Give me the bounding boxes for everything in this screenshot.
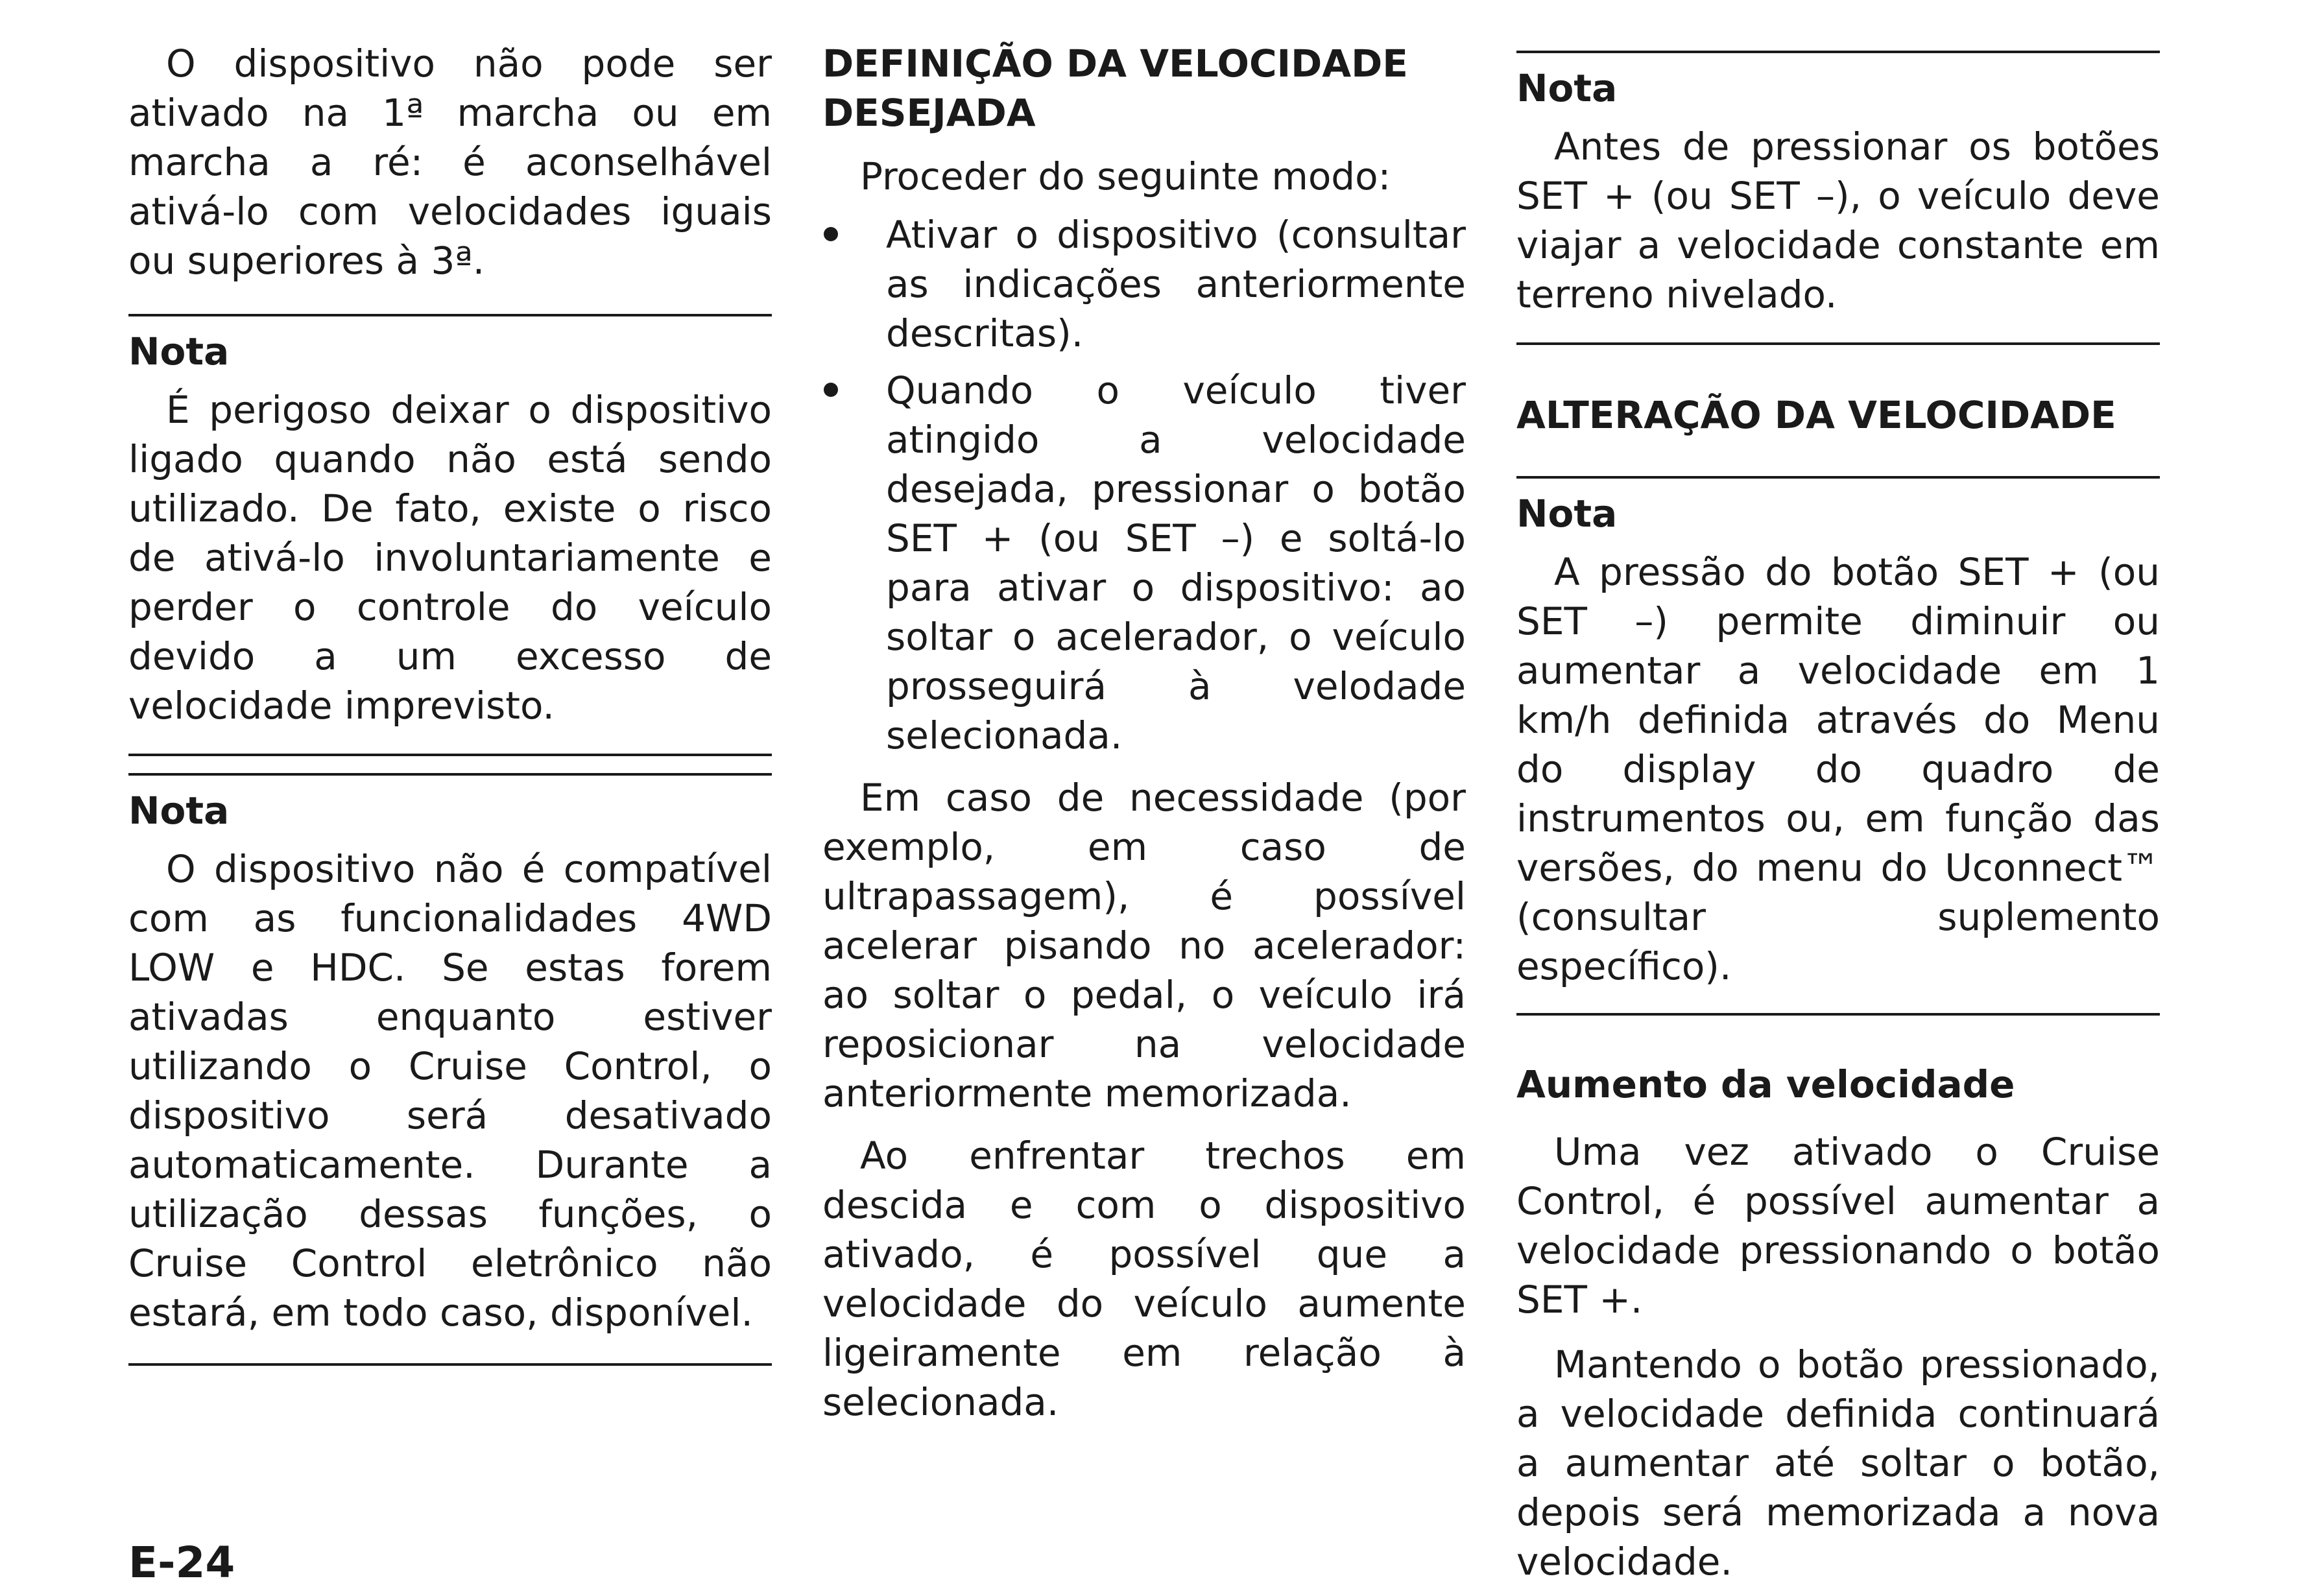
column-3 (1516, 39, 2160, 1586)
note-text: É perigoso deixar o dispositivo ligado quando não está sendo utilizado. De fato, existe o risco de ativá-lo involuntariamente e perder o controle do veículo devido a um excesso de velocidade imprevisto. (128, 388, 772, 728)
list-item (822, 366, 1466, 760)
section-heading: ALTERAÇÃO DA VELOCIDADE (1516, 393, 2116, 437)
divider (128, 314, 772, 316)
bullet-icon (824, 383, 838, 397)
note-label: Nota (1516, 492, 1618, 536)
note-label: Nota (1516, 66, 1618, 110)
note-text: Antes de pressionar os botões SET + (ou SET –), o veículo deve viajar a velocidade constante em terreno nivelado. (1516, 125, 2160, 316)
column-2 (822, 39, 1466, 1427)
divider (128, 754, 772, 756)
bullet-icon (824, 227, 838, 241)
divider (128, 1363, 772, 1366)
intro-paragraph: O dispositivo não pode ser ativado na 1ª marcha ou em marcha a ré: é aconselhável ativá-lo com velocidades iguais ou superiores à 3ª. (128, 42, 772, 283)
note-label: Nota (128, 329, 230, 374)
body-paragraph: Ao enfrentar trechos em descida e com o dispositivo ativado, é possível que a velocidade do veículo aumente ligeiramente em relação à selecionada. (822, 1134, 1466, 1424)
page-number: E-24 (128, 1538, 235, 1588)
divider (1516, 476, 2160, 479)
list-item-text: Quando o veículo tiver atingido a velocidade desejada, pressionar o botão SET + (ou SET –) e soltá-lo para ativar o dispositivo: ao soltar o acelerador, o veículo prosseguirá à velodade selecionada. (886, 368, 1466, 757)
body-paragraph: Em caso de necessidade (por exemplo, em caso de ultrapassagem), é possível acelerar pisando no acelerador: ao soltar o pedal, o veículo irá reposicionar na velocidade anteriormente memorizada. (822, 776, 1466, 1115)
bullet-list (822, 210, 1466, 760)
divider (1516, 51, 2160, 53)
lead-paragraph: Proceder do seguinte modo: (860, 154, 1391, 198)
divider (128, 773, 772, 776)
list-item (822, 210, 1466, 358)
note-text: A pressão do botão SET + (ou SET –) permite diminuir ou aumentar a velocidade em 1 km/h definida através do Menu do display do quadro de instrumentos ou, em função das versões, do menu do Uconnect™ (consultar suplemento específico). (1516, 550, 2160, 988)
section-heading: DEFINIÇÃO DA VELOCIDADE DESEJADA (822, 42, 1408, 135)
list-item-text: Ativar o dispositivo (consultar as indicações anteriormente descritas). (886, 213, 1466, 355)
divider (1516, 1013, 2160, 1016)
note-text: O dispositivo não é compatível com as funcionalidades 4WD LOW e HDC. Se estas forem ativadas enquanto estiver utilizando o Cruise Control, o dispositivo será desativado automaticamente. Durante a utilização dessas funções, o Cruise Control eletrônico não estará, em todo caso, disponível. (128, 847, 772, 1335)
body-paragraph: Uma vez ativado o Cruise Control, é possível aumentar a velocidade pressionando o botão SET +. (1516, 1130, 2160, 1322)
note-label: Nota (128, 789, 230, 833)
subsection-heading: Aumento da velocidade (1516, 1062, 2015, 1106)
body-paragraph: Mantendo o botão pressionado, a velocidade definida continuará a aumentar até soltar o botão, depois será memorizada a nova velocidade. (1516, 1342, 2160, 1584)
divider (1516, 342, 2160, 345)
column-1 (128, 39, 772, 1366)
